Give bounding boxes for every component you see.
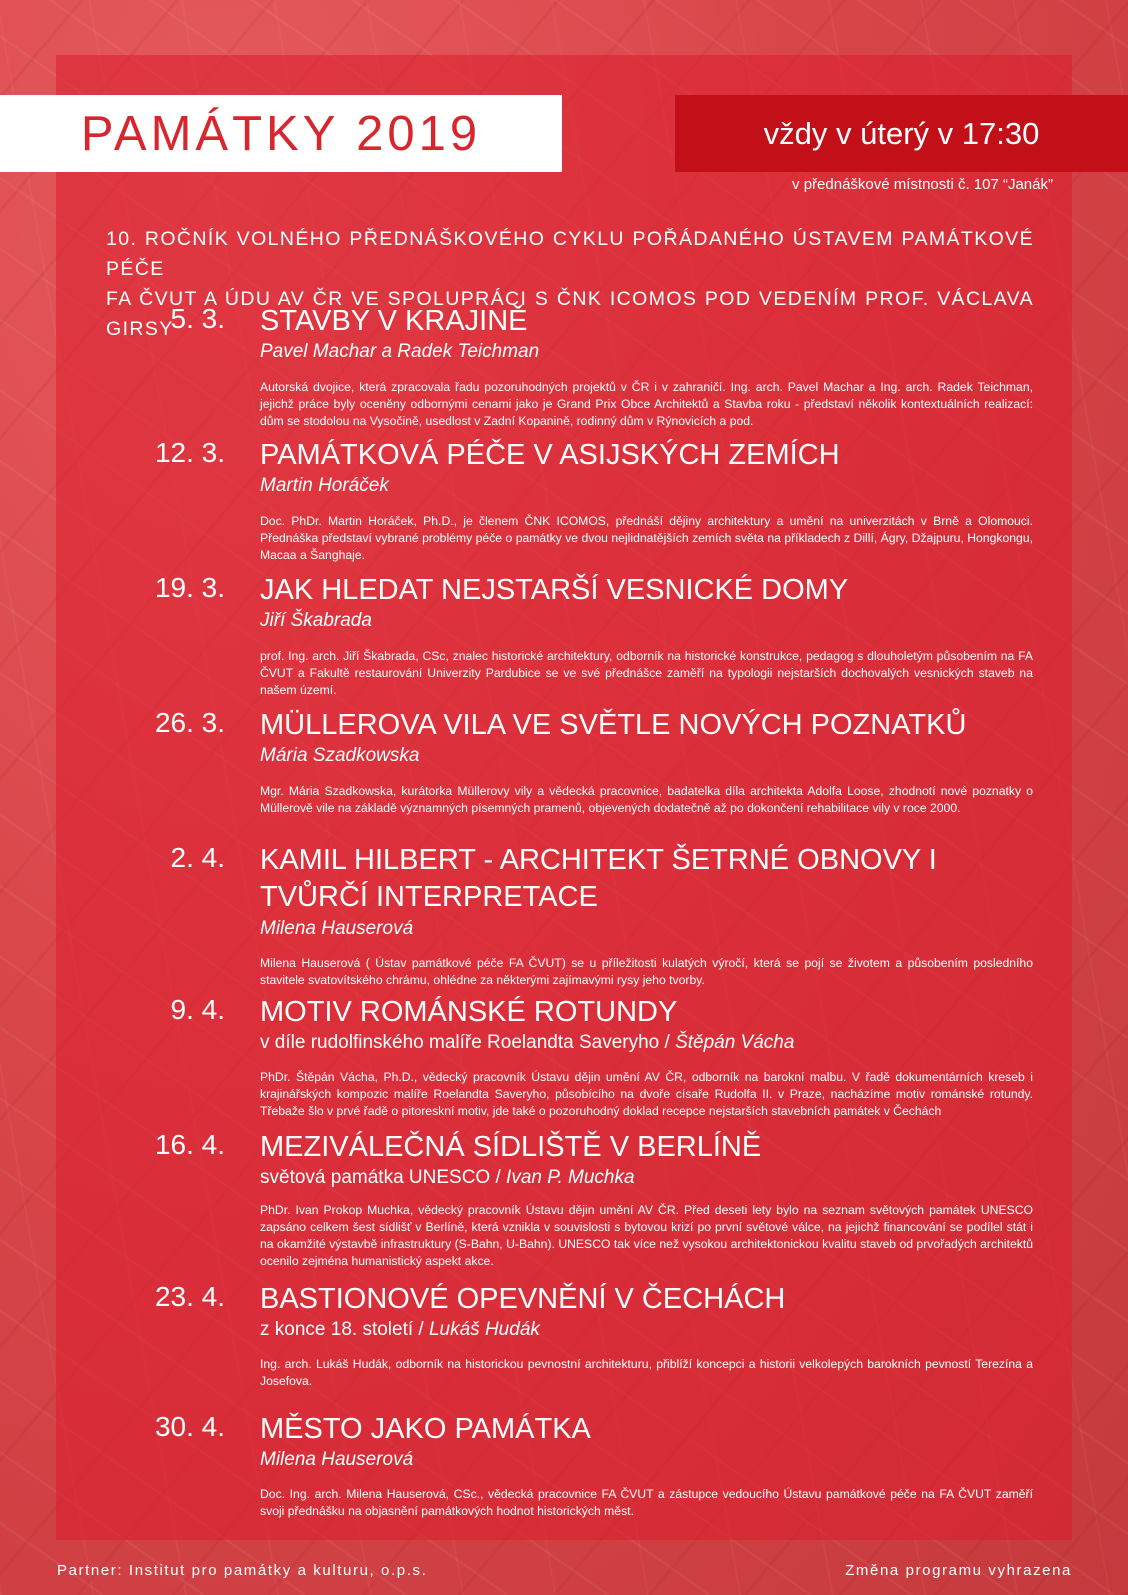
event-subtitle xyxy=(260,610,372,632)
event-title: PAMÁTKOVÁ PÉČE V ASIJSKÝCH ZEMÍCH xyxy=(260,439,840,471)
venue-label: v přednáškové místnosti č. 107 “Janák” xyxy=(792,176,1053,193)
event-date: 2. 4. xyxy=(170,842,225,873)
partner-note: Partner: Institut pro památky a kulturu, o.p.s. xyxy=(57,1562,428,1579)
event-date: 5. 3. xyxy=(170,303,225,334)
event-subtitle-text: v díle rudolfinského malíře Roelandta Saveryho / xyxy=(260,1032,676,1053)
event-subtitle xyxy=(260,1032,794,1054)
intro-line-1: 10. ROČNÍK VOLNÉHO PŘEDNÁŠKOVÉHO CYKLU POŘÁDANÉHO ÚSTAVEM PAMÁTKOVÉ PÉČE xyxy=(106,228,1034,280)
event-date: 26. 3. xyxy=(154,707,225,738)
event-description: Autorská dvojice, která zpracovala řadu pozoruhodných projektů v ČR i v zahraničí. Ing. arch. Pavel Machar a Ing. arch. Radek Teichman, jejichž práce byly oceněny odbornými cenami jako je Grand Prix Obce Architektů a Stavba roku - představí několik kontextuálních realizací: dům se stodolou na Vysočině, usedlost v Zadní Kopanině, rodinný dům v Rýnovicích a pod. xyxy=(260,380,1033,428)
event-title: MOTIV ROMÁNSKÉ ROTUNDY xyxy=(260,996,678,1028)
event-title: STAVBY V KRAJINĚ xyxy=(260,305,528,337)
event-subtitle xyxy=(260,341,539,363)
program-change-note: Změna programu vyhrazena xyxy=(845,1562,1072,1579)
event-title: MĚSTO JAKO PAMÁTKA xyxy=(260,1413,591,1445)
event-speaker: Jiří Škabrada xyxy=(260,610,372,631)
time-label: vždy v úterý v 17:30 xyxy=(763,115,1040,151)
event-title: BASTIONOVÉ OPEVNĚNÍ V ČECHÁCH xyxy=(260,1283,786,1315)
time-banner xyxy=(675,95,1128,172)
event-subtitle xyxy=(260,745,419,767)
event-speaker: Lukáš Hudák xyxy=(428,1319,540,1340)
event-subtitle xyxy=(260,1167,635,1189)
event-subtitle xyxy=(260,1449,413,1471)
intro-line-2: FA ČVUT A ÚDU AV ČR VE SPOLUPRÁCI S ČNK ICOMOS POD VEDENÍM PROF. VÁCLAVA GIRSY xyxy=(106,288,1034,340)
title-banner xyxy=(0,95,562,172)
event-date: 19. 3. xyxy=(154,572,225,603)
event-date: 9. 4. xyxy=(170,994,225,1025)
event-speaker: Ivan P. Muchka xyxy=(506,1167,635,1188)
event-description: Ing. arch. Lukáš Hudák, odborník na historickou pevnostní architekturu, přiblíží koncepci a historii velkolepých barokních pevností Terezína a Josefova. xyxy=(260,1357,1033,1388)
event-title: JAK HLEDAT NEJSTARŠÍ VESNICKÉ DOMY xyxy=(260,574,849,606)
event-title: KAMIL HILBERT - ARCHITEKT ŠETRNÉ OBNOVY I TVŮRČÍ INTERPRETACE xyxy=(260,844,937,913)
event-date: 16. 4. xyxy=(154,1129,225,1160)
event-speaker: Milena Hauserová xyxy=(260,1449,414,1470)
event-description: Doc. Ing. arch. Milena Hauserová, CSc., vědecká pracovnice FA ČVUT a zástupce vedoucího Ústavu památkové péče na FA ČVUT zaměří svoji přednášku na objasnění památkových hodnot historických měst. xyxy=(260,1487,1033,1518)
page-title: PAMÁTKY 2019 xyxy=(80,106,482,161)
event-date: 23. 4. xyxy=(154,1281,225,1312)
event-title: MÜLLEROVA VILA VE SVĚTLE NOVÝCH POZNATKŮ xyxy=(260,709,967,741)
event-subtitle-text: z konce 18. století / xyxy=(260,1319,429,1340)
event-date: 30. 4. xyxy=(154,1411,225,1442)
event-description: Milena Hauserová ( Ústav památkové péče FA ČVUT) se u příležitosti kulatých výročí, která se pojí se životem a působením posledního stavitele svatovítského chrámu, ohlédne za některými zajímavými rysy jeho tvorby. xyxy=(260,956,1033,987)
event-title: MEZIVÁLEČNÁ SÍDLIŠTĚ V BERLÍNĚ xyxy=(260,1131,762,1163)
event-description: prof. Ing. arch. Jiří Škabrada, CSc, znalec historické architektury, odborník na historické konstrukce, pedagog s dlouholetým působením na FA ČVUT a Fakultě restaurování Univerzity Pardubice se ve své přednášce zaměří na typologii nejstarších dochovalých vesnických staveb na našem území. xyxy=(260,649,1033,697)
event-subtitle xyxy=(260,918,413,940)
event-description: Mgr. Mária Szadkowska, kurátorka Müllerovy vily a vědecká pracovnice, badatelka díla architekta Adolfa Loose, zhodnotí nové poznatky o Müllerově vile na základě významných písemných pramenů, objevených dodatečně až po dokončení rehabilitace vily v roce 2000. xyxy=(260,784,1033,815)
event-subtitle-text: světová památka UNESCO / xyxy=(260,1167,507,1188)
event-speaker: Martin Horáček xyxy=(260,475,389,496)
event-speaker: Mária Szadkowska xyxy=(260,745,420,766)
event-speaker: Milena Hauserová xyxy=(260,918,414,939)
event-subtitle xyxy=(260,1319,540,1341)
event-description: Doc. PhDr. Martin Horáček, Ph.D., je členem ČNK ICOMOS, přednáší dějiny architektury a umění na univerzitách v Brně a Olomouci. Přednáška představí vybrané problémy péče o památky ve dvou nejlidnatějších zemích světa na příkladech z Dillí, Ágry, Džajpuru, Hongkongu, Macaa a Šanghaje. xyxy=(260,514,1033,562)
event-description: PhDr. Ivan Prokop Muchka, vědecký pracovník Ústavu dějin umění AV ČR. Před deseti lety bylo na seznam světových památek UNESCO zapsáno celkem šest sídlišť v Berlíně, která vznikla v souvislosti s bytovou krizí po první světové válce, na jejichž financování se podílel stát i na okamžité výstavbě infrastruktury (S-Bahn, U-Bahn). UNESCO tak více než vysokou architektonickou kvalitu staveb od prvořadých architektů ocenilo zejména humanistický aspekt akce. xyxy=(260,1203,1033,1268)
event-date: 12. 3. xyxy=(154,437,225,468)
event-subtitle xyxy=(260,475,389,497)
event-speaker: Pavel Machar a Radek Teichman xyxy=(260,341,540,362)
event-description: PhDr. Štěpán Vácha, Ph.D., vědecký pracovník Ústavu dějin umění AV ČR, odborník na barokní malbu. V řadě dokumentárních kreseb i krajinářských kompozic malíře Roelandta Saveryho, působícího na dvoře císaře Rudolfa II. v Praze, nacházíme motiv románské rotundy. Třebaže šlo v prvé řadě o pitoreskní motiv, jde také o pozoruhodný doklad recepce nejstarších stavebních památek v Čechách xyxy=(260,1070,1033,1118)
event-speaker: Štěpán Vácha xyxy=(675,1032,795,1053)
